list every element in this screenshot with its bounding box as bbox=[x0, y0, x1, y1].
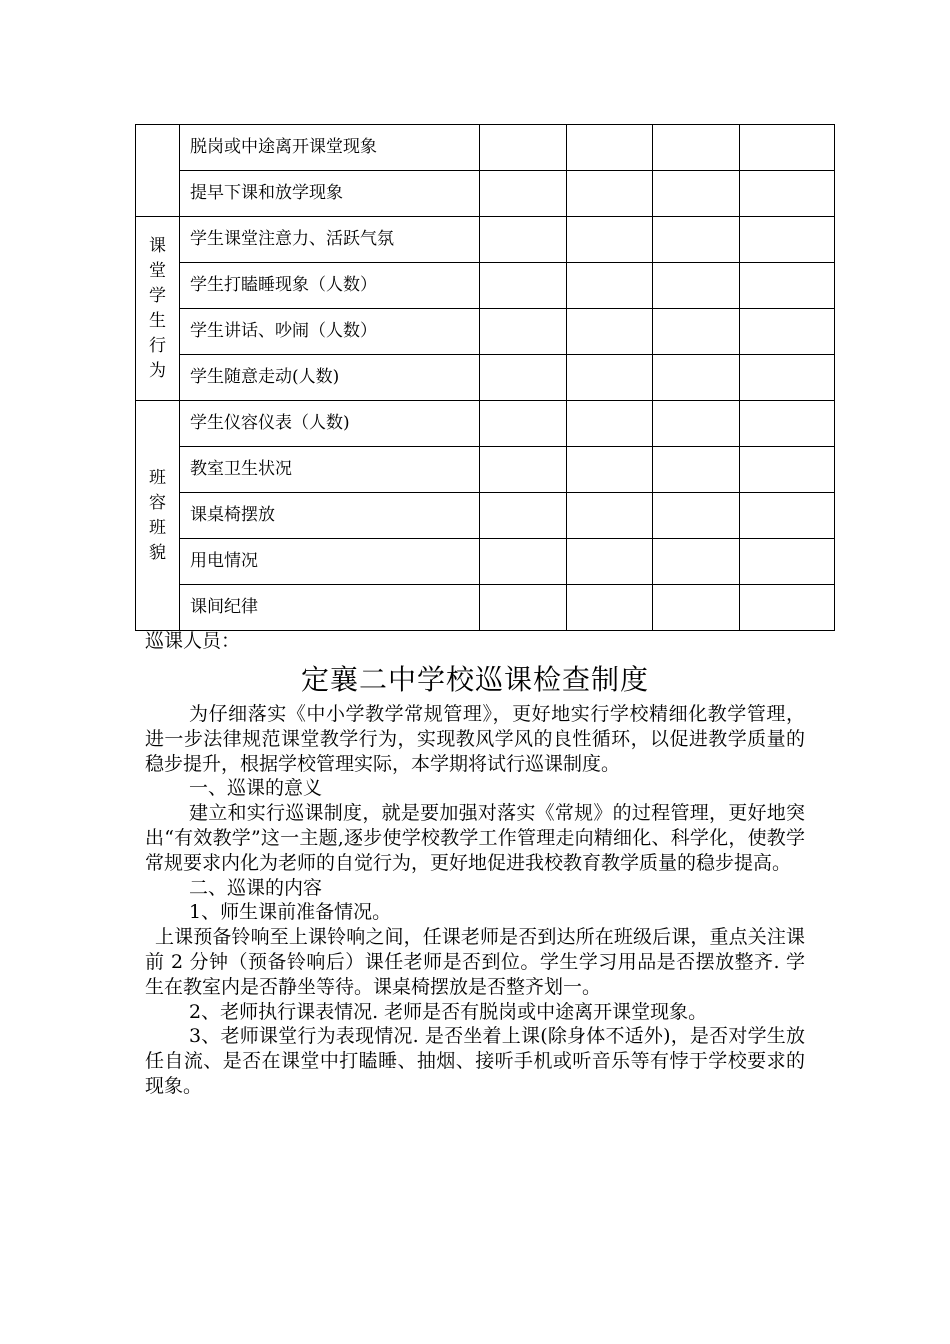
score-cell[interactable] bbox=[653, 585, 740, 631]
category-label: 课堂学生行为 bbox=[149, 235, 166, 381]
score-cell[interactable] bbox=[480, 171, 567, 217]
category-cell-class-appearance bbox=[136, 401, 180, 631]
score-cell[interactable] bbox=[567, 217, 653, 263]
table-row bbox=[136, 585, 835, 631]
inspector-label: 巡课人员： bbox=[145, 630, 241, 652]
score-cell[interactable] bbox=[740, 585, 835, 631]
score-cell[interactable] bbox=[480, 309, 567, 355]
table-row bbox=[136, 355, 835, 401]
item-cell: 用电情况 bbox=[180, 539, 480, 585]
item-cell: 课桌椅摆放 bbox=[180, 493, 480, 539]
item-cell: 学生仪容仪表（人数) bbox=[180, 401, 480, 447]
score-cell[interactable] bbox=[567, 309, 653, 355]
score-cell[interactable] bbox=[480, 447, 567, 493]
table-row bbox=[136, 493, 835, 539]
score-cell[interactable] bbox=[740, 401, 835, 447]
table-row bbox=[136, 539, 835, 585]
score-cell[interactable] bbox=[567, 585, 653, 631]
score-cell[interactable] bbox=[567, 401, 653, 447]
item-cell: 学生随意走动(人数) bbox=[180, 355, 480, 401]
item-cell: 脱岗或中途离开课堂现象 bbox=[180, 125, 480, 171]
section-heading: 一、巡课的意义 bbox=[189, 777, 323, 800]
category-cell-teacher bbox=[136, 125, 180, 217]
item-cell: 提早下课和放学现象 bbox=[180, 171, 480, 217]
document-title: 定襄二中学校巡课检查制度 bbox=[300, 663, 649, 696]
item-cell: 学生打瞌睡现象（人数） bbox=[180, 263, 480, 309]
item-heading: 1、师生课前准备情况。 bbox=[189, 901, 392, 924]
table-row bbox=[136, 171, 835, 217]
score-cell[interactable] bbox=[480, 585, 567, 631]
score-cell[interactable] bbox=[653, 309, 740, 355]
score-cell[interactable] bbox=[740, 309, 835, 355]
item-paragraph: 3、老师课堂行为表现情况. 是否坐着上课(除身体不适外)，是否对学生放任自流、是否在课堂中打瞌睡、抽烟、接听手机或听音乐等有悖于学校要求的现象。 bbox=[145, 1025, 805, 1097]
score-cell[interactable] bbox=[653, 355, 740, 401]
score-cell[interactable] bbox=[653, 263, 740, 309]
section-heading: 二、巡课的内容 bbox=[189, 876, 323, 899]
item-cell: 教室卫生状况 bbox=[180, 447, 480, 493]
category-cell-student-behavior bbox=[136, 217, 180, 401]
score-cell[interactable] bbox=[567, 355, 653, 401]
score-cell[interactable] bbox=[653, 539, 740, 585]
score-cell[interactable] bbox=[480, 493, 567, 539]
item-cell: 课间纪律 bbox=[180, 585, 480, 631]
score-cell[interactable] bbox=[653, 125, 740, 171]
table-row bbox=[136, 447, 835, 493]
item-paragraph: 上课预备铃响至上课铃响之间，任课老师是否到达所在班级后课，重点关注课前 2 分钟（预备铃响后）课任老师是否到位。学生学习用品是否摆放整齐. 学生在教室内是否静坐等待。课桌椅摆放是否整齐划一。 bbox=[145, 926, 805, 998]
score-cell[interactable] bbox=[567, 447, 653, 493]
score-cell[interactable] bbox=[480, 355, 567, 401]
score-cell[interactable] bbox=[653, 217, 740, 263]
score-cell[interactable] bbox=[740, 539, 835, 585]
score-cell[interactable] bbox=[567, 539, 653, 585]
score-cell[interactable] bbox=[740, 493, 835, 539]
table-row bbox=[136, 125, 835, 171]
score-cell[interactable] bbox=[653, 171, 740, 217]
table-row bbox=[136, 401, 835, 447]
table-row bbox=[136, 263, 835, 309]
score-cell[interactable] bbox=[567, 171, 653, 217]
document-body bbox=[145, 702, 805, 1099]
score-cell[interactable] bbox=[480, 539, 567, 585]
score-cell[interactable] bbox=[480, 125, 567, 171]
score-cell[interactable] bbox=[480, 217, 567, 263]
table-row bbox=[136, 309, 835, 355]
score-cell[interactable] bbox=[740, 355, 835, 401]
inspection-table bbox=[135, 124, 835, 631]
category-label: 班容班貌 bbox=[149, 467, 166, 563]
score-cell[interactable] bbox=[480, 263, 567, 309]
score-cell[interactable] bbox=[567, 263, 653, 309]
score-cell[interactable] bbox=[740, 171, 835, 217]
score-cell[interactable] bbox=[740, 263, 835, 309]
item-paragraph: 2、老师执行课表情况. 老师是否有脱岗或中途离开课堂现象。 bbox=[189, 1000, 708, 1023]
score-cell[interactable] bbox=[653, 493, 740, 539]
intro-paragraph: 为仔细落实《中小学教学常规管理》，更好地实行学校精细化教学管理，进一步法律规范课堂教学行为，实现教风学风的良性循环，以促进教学质量的稳步提升，根据学校管理实际，本学期将试行巡课制度。 bbox=[145, 703, 805, 775]
table-row bbox=[136, 217, 835, 263]
score-cell[interactable] bbox=[740, 447, 835, 493]
score-cell[interactable] bbox=[740, 217, 835, 263]
score-cell[interactable] bbox=[653, 401, 740, 447]
score-cell[interactable] bbox=[740, 125, 835, 171]
score-cell[interactable] bbox=[567, 125, 653, 171]
score-cell[interactable] bbox=[567, 493, 653, 539]
item-cell: 学生讲话、吵闹（人数） bbox=[180, 309, 480, 355]
score-cell[interactable] bbox=[653, 447, 740, 493]
section-paragraph: 建立和实行巡课制度，就是要加强对落实《常规》的过程管理，更好地突出“有效教学”这一主题,逐步使学校教学工作管理走向精细化、科学化，使教学常规要求内化为老师的自觉行为，更好地促进我校教育教学质量的稳步提高。 bbox=[145, 802, 805, 874]
score-cell[interactable] bbox=[480, 401, 567, 447]
item-cell: 学生课堂注意力、活跃气氛 bbox=[180, 217, 480, 263]
